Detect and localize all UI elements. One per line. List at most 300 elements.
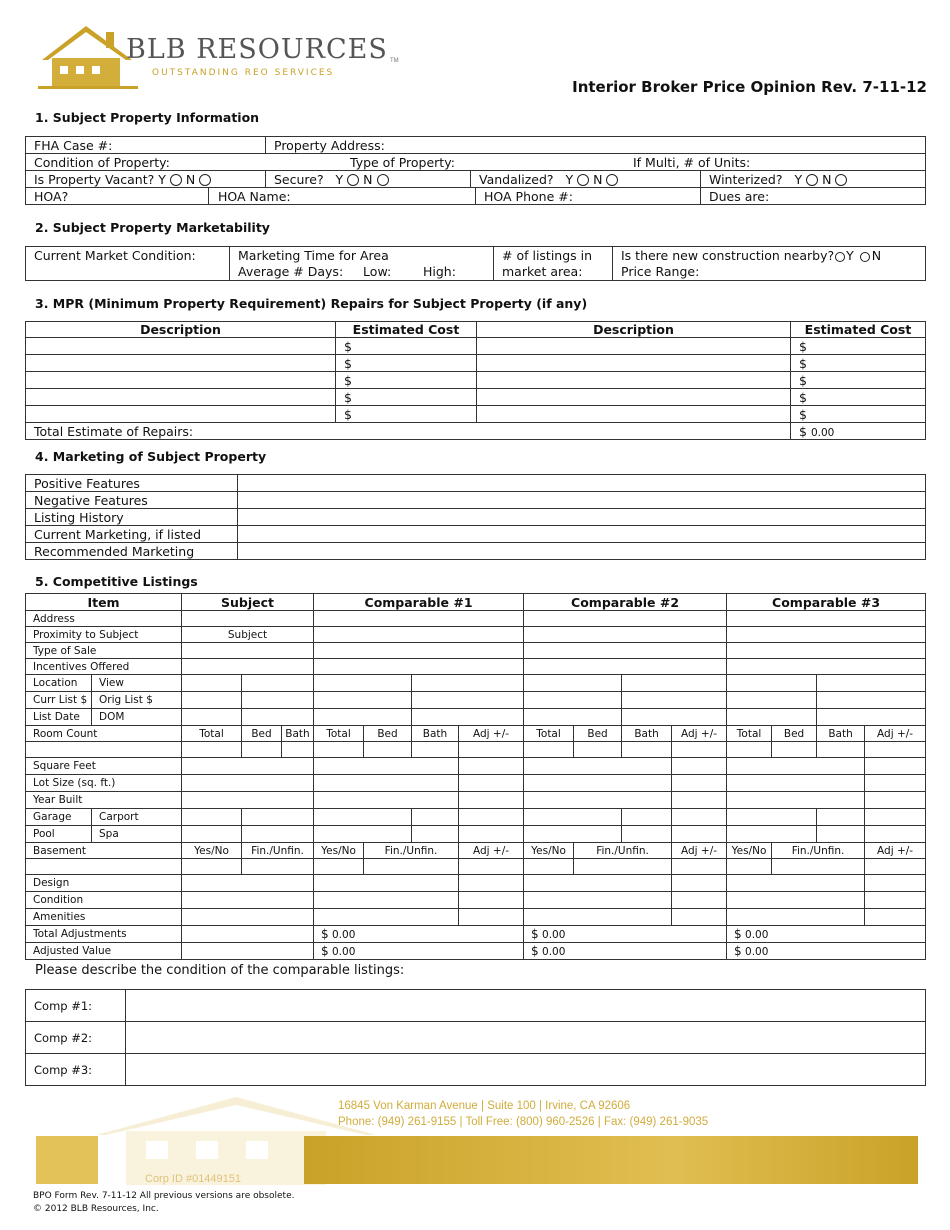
- company-logo: [38, 22, 408, 94]
- row-label-sale-type: Type of Sale: [26, 643, 182, 659]
- condition-field[interactable]: Condition of Property:: [34, 154, 170, 170]
- comp1-cell[interactable]: [412, 742, 459, 758]
- fha-case-field[interactable]: FHA Case #:: [26, 137, 266, 154]
- comp3-location-cell[interactable]: [727, 675, 817, 692]
- repair-cost-cell[interactable]: $: [791, 338, 926, 355]
- comp2-cell[interactable]: [524, 859, 574, 875]
- comp2-adj-cell[interactable]: [672, 826, 727, 843]
- comp2-cell[interactable]: [524, 792, 672, 809]
- row-label-proximity: Proximity to Subject: [26, 627, 182, 643]
- comp2-adj-cell[interactable]: [672, 758, 727, 775]
- comp2-cell[interactable]: [622, 709, 727, 726]
- comp2-cell[interactable]: [622, 809, 672, 826]
- subject-cell[interactable]: [242, 809, 314, 826]
- comp2-cell[interactable]: [622, 826, 672, 843]
- subject-cell[interactable]: [182, 859, 242, 875]
- table-row: [26, 492, 926, 509]
- condition-type-row: [26, 154, 926, 171]
- col-adj: Adj +/-: [865, 726, 926, 742]
- hoa-name-field[interactable]: HOA Name:: [218, 189, 291, 204]
- repair-cost-cell[interactable]: $: [791, 406, 926, 423]
- comp3-adj-value: $ 0.00: [727, 943, 926, 960]
- table-row: [26, 509, 926, 526]
- subject-cell[interactable]: [242, 709, 314, 726]
- comp3-view-cell[interactable]: [817, 675, 926, 692]
- marketing-label: Listing History: [26, 509, 238, 526]
- subject-view-cell[interactable]: [242, 675, 314, 692]
- comp-condition-prompt: Please describe the condition of the comparable listings:: [35, 963, 405, 978]
- subject-cell[interactable]: [182, 709, 242, 726]
- comp2-cell[interactable]: [524, 775, 672, 792]
- subject-cell[interactable]: [282, 742, 314, 758]
- comp3-header: Comparable #3: [727, 594, 926, 611]
- proximity-subject-value: Subject: [182, 627, 314, 643]
- subject-cell[interactable]: [182, 742, 242, 758]
- vandalized-no-radio[interactable]: [606, 174, 618, 186]
- comp1-adj-value: $ 0.00: [314, 943, 524, 960]
- col-bed: Bed: [242, 726, 282, 742]
- comp1-cell[interactable]: [314, 892, 459, 909]
- col-total: Total: [727, 726, 772, 742]
- col-total: Total: [182, 726, 242, 742]
- section-5-title: 5. Competitive Listings: [35, 574, 198, 589]
- comp1-cell[interactable]: [314, 742, 364, 758]
- row-label-curr-list: Curr List $: [26, 692, 92, 709]
- table-row: [26, 543, 926, 560]
- comp1-cell[interactable]: [314, 659, 524, 675]
- comp-label: Comp #2:: [26, 1022, 126, 1054]
- comp3-adj-cell[interactable]: [865, 792, 926, 809]
- subject-cell[interactable]: [182, 809, 242, 826]
- comp1-adj-cell[interactable]: [459, 758, 524, 775]
- comp3-cell[interactable]: [727, 709, 817, 726]
- row-label-dom: DOM: [92, 709, 182, 726]
- repair-cost-cell[interactable]: $: [791, 372, 926, 389]
- comp2-cell[interactable]: [524, 758, 672, 775]
- comp2-header: Comparable #2: [524, 594, 727, 611]
- subject-cell[interactable]: [182, 792, 314, 809]
- marketing-value-cell[interactable]: [238, 543, 926, 560]
- competitive-listings-table: [25, 593, 926, 960]
- subject-cell[interactable]: [242, 742, 282, 758]
- comp1-cell[interactable]: [412, 809, 459, 826]
- subject-cell[interactable]: [182, 892, 314, 909]
- comp1-cell[interactable]: [459, 742, 524, 758]
- comp3-adj-cell[interactable]: [865, 758, 926, 775]
- subject-cell[interactable]: [182, 659, 314, 675]
- copyright: © 2012 BLB Resources, Inc.: [33, 1204, 159, 1214]
- comp3-adj-cell[interactable]: [865, 826, 926, 843]
- table-row: [26, 338, 926, 355]
- comp3-cell[interactable]: [727, 742, 772, 758]
- property-address-field[interactable]: Property Address:: [266, 137, 926, 154]
- comp1-adj-cell[interactable]: [459, 826, 524, 843]
- comp1-total-adj: $ 0.00: [314, 926, 524, 943]
- comp2-cell[interactable]: [524, 643, 727, 659]
- newcon-yes-radio[interactable]: [835, 252, 845, 262]
- comp3-cell[interactable]: [727, 875, 865, 892]
- subject-cell[interactable]: [182, 692, 242, 709]
- comp1-cell[interactable]: [314, 859, 364, 875]
- comp1-cell[interactable]: [314, 627, 524, 643]
- row-label-address: Address: [26, 611, 182, 627]
- row-label-amenities: Amenities: [26, 909, 182, 926]
- secure-yes-radio[interactable]: [347, 174, 359, 186]
- col-adj: Adj +/-: [672, 726, 727, 742]
- comp3-adj-cell[interactable]: [865, 775, 926, 792]
- brand-tm: TM: [390, 58, 399, 64]
- basement-value-label: [26, 859, 182, 875]
- row-label-location: Location: [26, 675, 92, 692]
- repair-cost-cell[interactable]: $: [336, 355, 477, 372]
- hoa-row: [26, 188, 926, 205]
- row-label-adj-value: Adjusted Value: [26, 943, 182, 960]
- col-total: Total: [524, 726, 574, 742]
- brand-tagline: OUTSTANDING REO SERVICES: [152, 68, 335, 78]
- comp1-adj-cell[interactable]: [459, 792, 524, 809]
- comp2-cell[interactable]: [524, 892, 672, 909]
- comp3-adj-cell[interactable]: [865, 859, 926, 875]
- table-row: [26, 355, 926, 372]
- subject-cell[interactable]: [182, 775, 314, 792]
- table-row: [26, 372, 926, 389]
- market-condition-field[interactable]: Current Market Condition:: [26, 247, 230, 281]
- col-adj: Adj +/-: [865, 843, 926, 859]
- listings-count-field[interactable]: # of listings in market area:: [494, 247, 613, 281]
- comp3-total-adj: $ 0.00: [727, 926, 926, 943]
- section-4-title: 4. Marketing of Subject Property: [35, 449, 267, 464]
- comp3-cell[interactable]: [727, 775, 865, 792]
- marketability-table: [25, 246, 926, 281]
- row-label-year: Year Built: [26, 792, 182, 809]
- subject-adj-value-cell: [182, 943, 314, 960]
- comp2-cell[interactable]: [524, 627, 727, 643]
- table-row: [26, 526, 926, 543]
- comp3-cell[interactable]: [772, 859, 865, 875]
- comp2-location-cell[interactable]: [524, 675, 622, 692]
- comp1-cell[interactable]: [314, 692, 412, 709]
- row-label-lot: Lot Size (sq. ft.): [26, 775, 182, 792]
- col-yesno: Yes/No: [727, 843, 772, 859]
- comp2-cell[interactable]: [524, 611, 727, 627]
- marketing-value-cell[interactable]: [238, 509, 926, 526]
- row-label-condition: Condition: [26, 892, 182, 909]
- winterized-field: Winterized? Y N: [701, 171, 926, 188]
- comp2-cell[interactable]: [524, 659, 727, 675]
- table-row: [26, 990, 926, 1022]
- comp-description-field[interactable]: [126, 1022, 926, 1054]
- comp1-cell[interactable]: [314, 709, 412, 726]
- marketing-table: [25, 474, 926, 560]
- comp1-cell[interactable]: [314, 758, 459, 775]
- row-label-design: Design: [26, 875, 182, 892]
- comp1-adj-cell[interactable]: [459, 859, 524, 875]
- comp1-cell[interactable]: [412, 692, 524, 709]
- comp2-cell[interactable]: [524, 875, 672, 892]
- table-row: [26, 1054, 926, 1086]
- comp3-cell[interactable]: [727, 809, 817, 826]
- col-bath: Bath: [622, 726, 672, 742]
- comp1-view-cell[interactable]: [412, 675, 524, 692]
- col-fin: Fin./Unfin.: [772, 843, 865, 859]
- repair-cost-cell[interactable]: $: [791, 355, 926, 372]
- comp1-cell[interactable]: [364, 859, 459, 875]
- col-adj: Adj +/-: [459, 726, 524, 742]
- repairs-cost-header-2: Estimated Cost: [791, 322, 926, 338]
- comp1-cell[interactable]: [314, 826, 412, 843]
- section-1-title: 1. Subject Property Information: [35, 110, 260, 125]
- comp1-cell[interactable]: [314, 611, 524, 627]
- repair-desc-cell[interactable]: [26, 389, 336, 406]
- comp3-cell[interactable]: [817, 692, 926, 709]
- winterized-yes-radio[interactable]: [806, 174, 818, 186]
- repair-desc-cell[interactable]: [26, 355, 336, 372]
- col-fin: Fin./Unfin.: [242, 843, 314, 859]
- marketing-value-cell[interactable]: [238, 492, 926, 509]
- comp2-view-cell[interactable]: [622, 675, 727, 692]
- marketing-value-cell[interactable]: [238, 475, 926, 492]
- vandalized-yes-radio[interactable]: [577, 174, 589, 186]
- property-type-field[interactable]: Type of Property:: [350, 155, 455, 170]
- comp2-cell[interactable]: [672, 742, 727, 758]
- comp1-cell[interactable]: [364, 742, 412, 758]
- comp3-cell[interactable]: [817, 826, 865, 843]
- newcon-no-radio[interactable]: [860, 252, 870, 262]
- comp-description-field[interactable]: [126, 990, 926, 1022]
- corp-id: Corp ID #01449151: [145, 1173, 242, 1185]
- comp1-cell[interactable]: [314, 643, 524, 659]
- subject-cell[interactable]: [242, 692, 314, 709]
- comp1-adj-cell[interactable]: [459, 775, 524, 792]
- comp2-adj-cell[interactable]: [672, 875, 727, 892]
- comp-condition-table: [25, 989, 926, 1086]
- repair-desc-cell[interactable]: [477, 389, 791, 406]
- comp1-cell[interactable]: [314, 792, 459, 809]
- comp1-adj-cell[interactable]: [459, 875, 524, 892]
- repair-desc-cell[interactable]: [477, 372, 791, 389]
- col-yesno: Yes/No: [314, 843, 364, 859]
- table-row: [26, 406, 926, 423]
- subject-cell[interactable]: [182, 875, 314, 892]
- row-label-garage: Garage: [26, 809, 92, 826]
- subject-cell[interactable]: [242, 859, 314, 875]
- section-2-title: 2. Subject Property Marketability: [35, 220, 270, 235]
- marketing-time-field[interactable]: Marketing Time for Area Average # Days: Low: High:: [230, 247, 494, 281]
- comp2-cell[interactable]: [574, 859, 672, 875]
- repair-cost-cell[interactable]: $: [791, 389, 926, 406]
- col-bed: Bed: [364, 726, 412, 742]
- footer-bar-left: [36, 1136, 98, 1184]
- comp2-adj-value: $ 0.00: [524, 943, 727, 960]
- repair-cost-cell[interactable]: $: [336, 406, 477, 423]
- comp1-adj-cell[interactable]: [459, 809, 524, 826]
- table-row: [26, 1022, 926, 1054]
- winterized-no-radio[interactable]: [835, 174, 847, 186]
- comp2-cell[interactable]: [622, 692, 727, 709]
- subject-total-adj-cell: [182, 926, 314, 943]
- col-bed: Bed: [574, 726, 622, 742]
- comp2-adj-cell[interactable]: [672, 892, 727, 909]
- repair-cost-cell[interactable]: $: [336, 389, 477, 406]
- comp2-adj-cell[interactable]: [672, 859, 727, 875]
- comp3-cell[interactable]: [727, 909, 865, 926]
- form-title: Interior Broker Price Opinion Rev. 7-11-12: [572, 78, 927, 96]
- table-row: [26, 389, 926, 406]
- repairs-table: [25, 321, 926, 440]
- comp2-cell[interactable]: [524, 692, 622, 709]
- col-total: Total: [314, 726, 364, 742]
- comp3-cell[interactable]: [727, 892, 865, 909]
- footer-bar-right: [304, 1136, 918, 1184]
- comp3-cell[interactable]: [817, 742, 865, 758]
- subject-header: Subject: [182, 594, 314, 611]
- house-logo-icon: [38, 22, 138, 92]
- comp3-adj-cell[interactable]: [865, 892, 926, 909]
- section-3-title: 3. MPR (Minimum Property Requirement) Repairs for Subject Property (if any): [35, 296, 588, 311]
- subject-cell[interactable]: [182, 909, 314, 926]
- subject-cell[interactable]: [182, 611, 314, 627]
- room-count-value-label: [26, 742, 182, 758]
- comp-description-field[interactable]: [126, 1054, 926, 1086]
- hoa-phone-field[interactable]: HOA Phone #:: [484, 189, 573, 204]
- subject-location-cell[interactable]: [182, 675, 242, 692]
- total-repairs-value: $ 0.00: [791, 423, 926, 440]
- comp2-cell[interactable]: [524, 709, 622, 726]
- comp1-header: Comparable #1: [314, 594, 524, 611]
- price-range-field[interactable]: Price Range:: [621, 264, 700, 279]
- repair-desc-cell[interactable]: [477, 355, 791, 372]
- subject-cell[interactable]: [182, 758, 314, 775]
- comp3-cell[interactable]: [727, 692, 817, 709]
- repair-cost-cell[interactable]: $: [336, 372, 477, 389]
- comp2-cell[interactable]: [524, 742, 574, 758]
- repairs-desc-header-1: Description: [26, 322, 336, 338]
- comp1-cell[interactable]: [412, 826, 459, 843]
- comp3-cell[interactable]: [727, 627, 926, 643]
- comp2-adj-cell[interactable]: [672, 775, 727, 792]
- item-header: Item: [26, 594, 182, 611]
- col-bath: Bath: [817, 726, 865, 742]
- row-label-total-adj: Total Adjustments: [26, 926, 182, 943]
- comp3-adj-cell[interactable]: [865, 909, 926, 926]
- comp3-cell[interactable]: [727, 859, 772, 875]
- repair-desc-cell[interactable]: [26, 338, 336, 355]
- comp2-cell[interactable]: [574, 742, 622, 758]
- comp2-cell[interactable]: [524, 809, 622, 826]
- col-fin: Fin./Unfin.: [574, 843, 672, 859]
- repairs-cost-header-1: Estimated Cost: [336, 322, 477, 338]
- comp1-adj-cell[interactable]: [459, 909, 524, 926]
- comp3-cell[interactable]: [865, 742, 926, 758]
- vacant-field: Is Property Vacant? Y N: [26, 171, 266, 188]
- marketing-label: Negative Features: [26, 492, 238, 509]
- col-yesno: Yes/No: [524, 843, 574, 859]
- comp2-cell[interactable]: [622, 742, 672, 758]
- vacant-no-radio[interactable]: [199, 174, 211, 186]
- col-adj: Adj +/-: [672, 843, 727, 859]
- brand-name: BLB RESOURCES: [126, 34, 388, 65]
- secure-no-radio[interactable]: [377, 174, 389, 186]
- repair-desc-cell[interactable]: [26, 406, 336, 423]
- hoa-field[interactable]: HOA?: [34, 189, 69, 204]
- comp1-adj-cell[interactable]: [459, 892, 524, 909]
- comp2-adj-cell[interactable]: [672, 809, 727, 826]
- repair-cost-cell[interactable]: $: [336, 338, 477, 355]
- row-label-pool: Pool: [26, 826, 92, 843]
- table-row: [26, 475, 926, 492]
- footer-address: 16845 Von Karman Avenue | Suite 100 | Irvine, CA 92606: [338, 1100, 631, 1112]
- comp1-location-cell[interactable]: [314, 675, 412, 692]
- vandalized-field: Vandalized? Y N: [471, 171, 701, 188]
- row-label-carport: Carport: [92, 809, 182, 826]
- comp1-cell[interactable]: [314, 809, 412, 826]
- comp3-cell[interactable]: [727, 659, 926, 675]
- repair-desc-cell[interactable]: [477, 338, 791, 355]
- comp3-cell[interactable]: [727, 826, 817, 843]
- subject-cell[interactable]: [182, 643, 314, 659]
- row-label-room-count: Room Count: [26, 726, 182, 742]
- subject-cell[interactable]: [182, 826, 242, 843]
- secure-field: Secure? Y N: [266, 171, 471, 188]
- col-fin: Fin./Unfin.: [364, 843, 459, 859]
- multi-units-field[interactable]: If Multi, # of Units:: [633, 155, 751, 170]
- row-label-sqft: Square Feet: [26, 758, 182, 775]
- marketing-label: Positive Features: [26, 475, 238, 492]
- comp2-cell[interactable]: [524, 826, 622, 843]
- row-label-list-date: List Date: [26, 709, 92, 726]
- col-bath: Bath: [412, 726, 459, 742]
- comp2-adj-cell[interactable]: [672, 792, 727, 809]
- comp-label: Comp #3:: [26, 1054, 126, 1086]
- row-label-view: View: [92, 675, 182, 692]
- subject-cell[interactable]: [242, 826, 314, 843]
- comp1-cell[interactable]: [314, 875, 459, 892]
- row-label-orig-list: Orig List $: [92, 692, 182, 709]
- comp1-cell[interactable]: [412, 709, 524, 726]
- comp3-adj-cell[interactable]: [865, 875, 926, 892]
- repair-desc-cell[interactable]: [477, 406, 791, 423]
- repairs-desc-header-2: Description: [477, 322, 791, 338]
- marketing-label: Current Marketing, if listed: [26, 526, 238, 543]
- comp1-cell[interactable]: [314, 775, 459, 792]
- col-bath: Bath: [282, 726, 314, 742]
- new-construction-field: Is there new construction nearby? Y N Price Range:: [613, 247, 926, 281]
- repair-desc-cell[interactable]: [26, 372, 336, 389]
- comp3-cell[interactable]: [817, 809, 865, 826]
- comp3-cell[interactable]: [727, 611, 926, 627]
- comp1-cell[interactable]: [314, 909, 459, 926]
- rev-note: BPO Form Rev. 7-11-12 All previous versions are obsolete.: [33, 1191, 295, 1201]
- marketing-label: Recommended Marketing: [26, 543, 238, 560]
- vacant-yes-radio[interactable]: [170, 174, 182, 186]
- comp3-adj-cell[interactable]: [865, 809, 926, 826]
- row-label-incentives: Incentives Offered: [26, 659, 182, 675]
- dues-field[interactable]: Dues are:: [709, 189, 770, 204]
- footer-phones: Phone: (949) 261-9155 | Toll Free: (800) 960-2526 | Fax: (949) 261-9035: [338, 1116, 709, 1128]
- comp3-cell[interactable]: [727, 758, 865, 775]
- row-label-basement: Basement: [26, 843, 182, 859]
- comp2-cell[interactable]: [524, 909, 672, 926]
- comp3-cell[interactable]: [727, 643, 926, 659]
- marketing-value-cell[interactable]: [238, 526, 926, 543]
- comp2-adj-cell[interactable]: [672, 909, 727, 926]
- total-repairs-label: Total Estimate of Repairs:: [26, 423, 791, 440]
- col-yesno: Yes/No: [182, 843, 242, 859]
- comp3-cell[interactable]: [817, 709, 926, 726]
- comp3-cell[interactable]: [772, 742, 817, 758]
- comp3-cell[interactable]: [727, 792, 865, 809]
- row-label-spa: Spa: [92, 826, 182, 843]
